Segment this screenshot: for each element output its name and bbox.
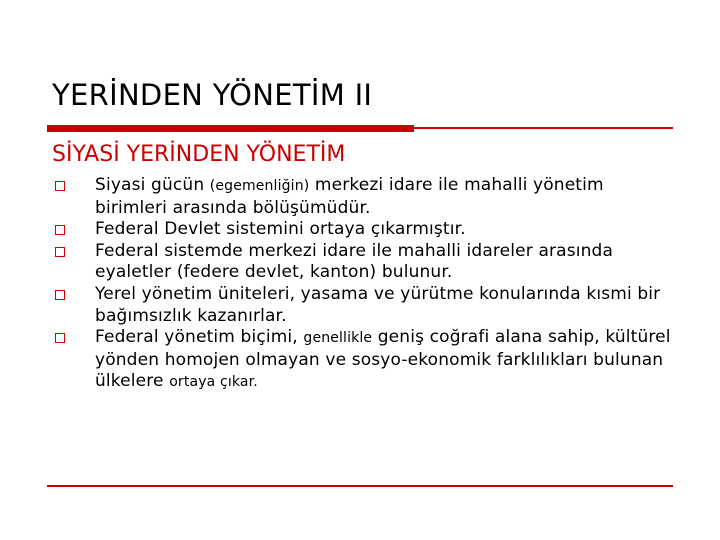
bullet-text: (egemenliğin) bbox=[209, 178, 310, 194]
bullet-text: Yerel yönetim üniteleri, yasama ve yürütme konularında kısmi bir bağımsızlık kazanırlar. bbox=[95, 283, 661, 326]
bullet-item bbox=[55, 284, 680, 327]
square-bullet-icon bbox=[55, 247, 65, 257]
bullet-text: genellikle bbox=[303, 330, 373, 347]
bullet-item bbox=[55, 327, 680, 394]
square-bullet-icon bbox=[55, 290, 65, 300]
footer-divider bbox=[47, 485, 673, 487]
square-bullet-icon bbox=[55, 333, 65, 343]
bullet-text: merkezi idare ile mahalli yönetim birimleri arasında bölüşümüdür. bbox=[95, 175, 604, 218]
bullet-item bbox=[55, 241, 680, 284]
title-underline-thick bbox=[47, 125, 414, 132]
square-bullet-icon bbox=[55, 225, 65, 235]
bullet-text: Siyasi gücün bbox=[95, 175, 210, 195]
bullet-text: geniş coğrafi alana sahip, kültürel yönden homojen olmayan ve sosyo-ekonomik farklılıkları bulunan ülkelere bbox=[95, 327, 671, 392]
bullet-item bbox=[55, 175, 680, 219]
bullet-text: ortaya çıkar. bbox=[169, 374, 258, 391]
bullet-text: Federal sistemde merkezi idare ile mahalli idareler arasında eyaletler (federe devlet, kanton) bulunur. bbox=[95, 240, 614, 283]
bullet-text: Federal yönetim biçimi, bbox=[95, 327, 304, 348]
bullet-list bbox=[55, 175, 680, 394]
bullet-text: Federal Devlet sistemini ortaya çıkarmıştır. bbox=[95, 219, 466, 240]
bullet-item bbox=[55, 219, 680, 241]
slide-title: YERİNDEN YÖNETİM II bbox=[52, 78, 373, 112]
slide-subtitle: SİYASİ YERİNDEN YÖNETİM bbox=[52, 142, 346, 167]
square-bullet-icon bbox=[55, 181, 65, 191]
title-underline-thin bbox=[414, 127, 673, 129]
